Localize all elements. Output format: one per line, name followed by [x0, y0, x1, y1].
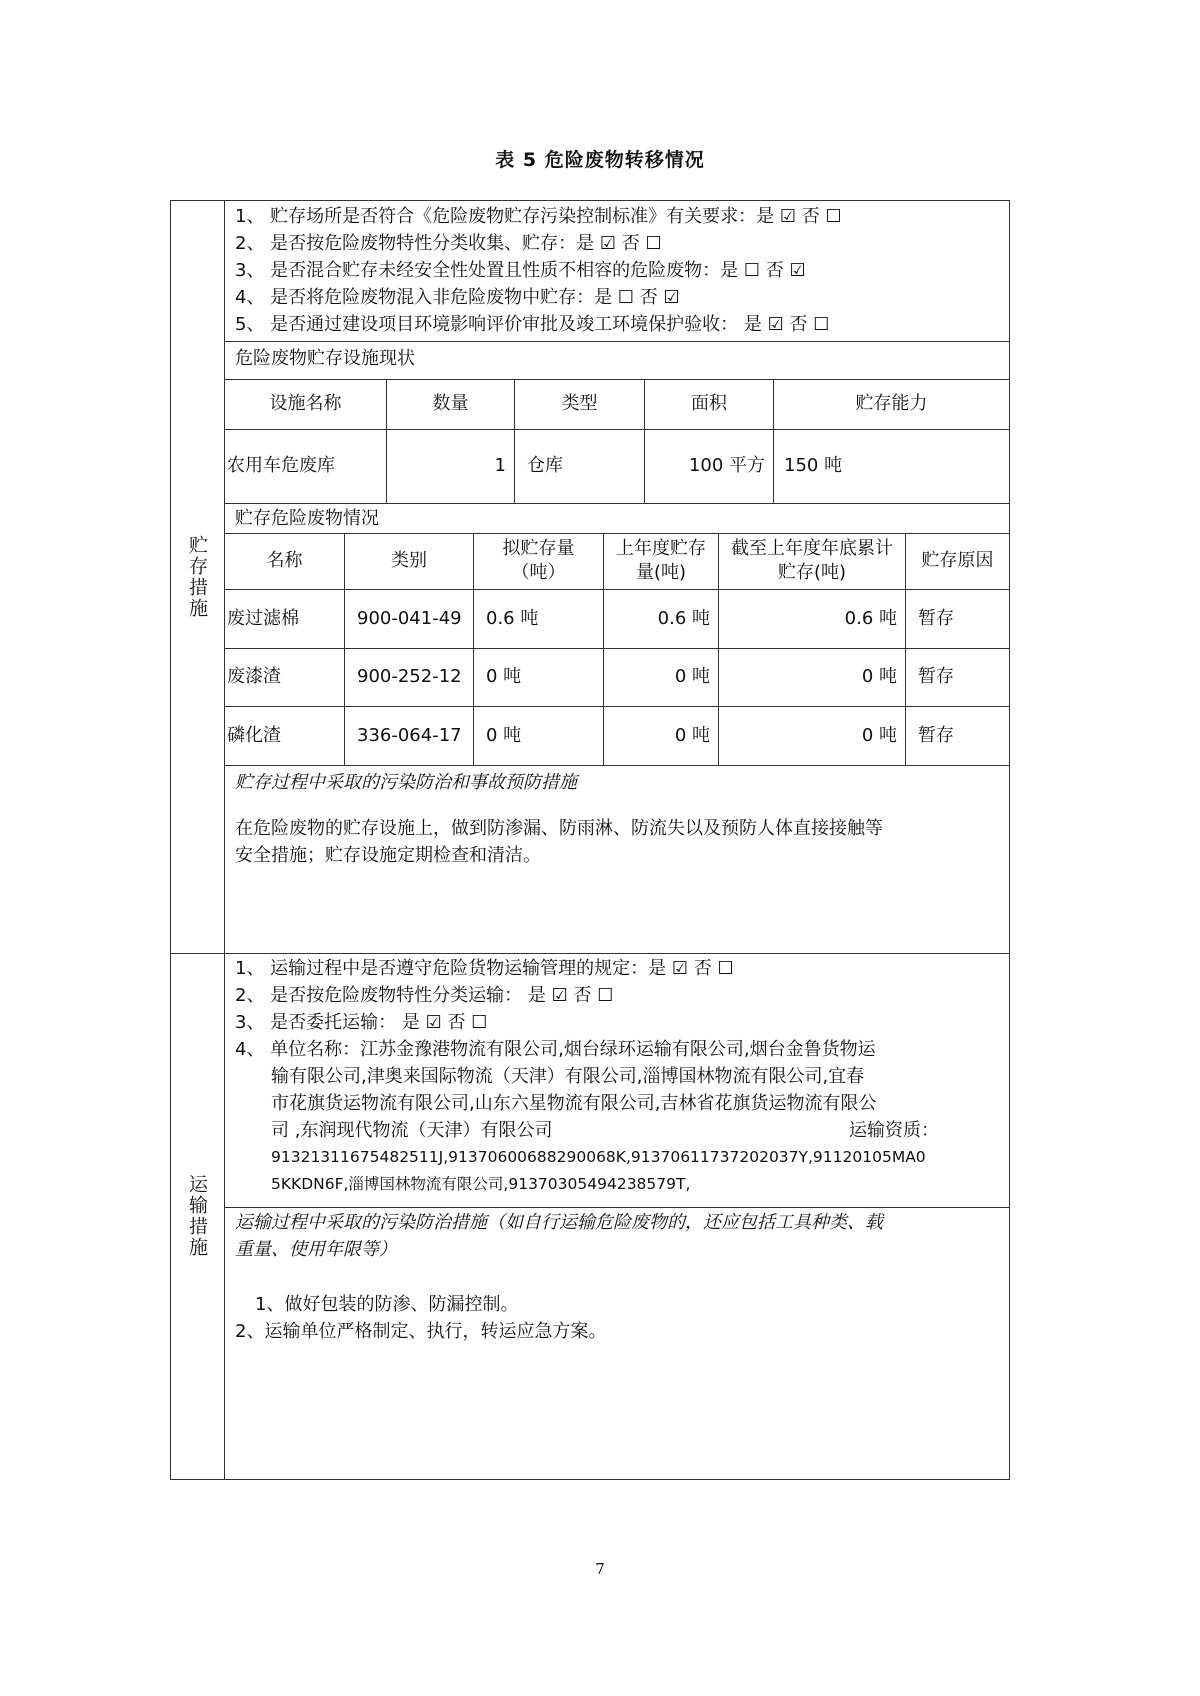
transport-unit-line: 4、 单位名称：江苏金豫港物流有限公司,烟台绿环运输有限公司,烟台金鲁货物运 — [235, 1039, 876, 1060]
storage-checklist — [235, 203, 842, 338]
waste-section-title: 贮存危险废物情况 — [235, 508, 379, 529]
transport-measures-title-line: 重量、使用年限等） — [235, 1239, 397, 1260]
facility-cell: 农用车危废库 — [225, 429, 387, 503]
waste-row — [225, 589, 1009, 648]
waste-cell: 暂存 — [918, 724, 954, 746]
transport-check-item: 2、 是否按危险废物特性分类运输： 是 ☑ 否 ☐ — [235, 985, 614, 1006]
waste-cell: 磷化渣 — [225, 706, 345, 765]
waste-cell: 0.6 吨 — [474, 589, 604, 648]
waste-cell: 336-064-17 — [345, 706, 474, 765]
qualification-line: 5KKDN6F,淄博国林物流有限公司,91370305494238579T, — [271, 1175, 691, 1193]
qualification-line: 91321311675482511J,91370600688290068K,91370611737202037Y,91120105MA0 — [271, 1148, 926, 1166]
waste-header-cell: 类别 — [345, 533, 474, 589]
transport-side-label: 运输措施 — [171, 953, 225, 1479]
transport-measures-line: 1、做好包装的防渗、防漏控制。 — [255, 1294, 519, 1315]
facility-section-title: 危险废物贮存设施现状 — [235, 348, 415, 369]
waste-header-row — [225, 533, 1009, 589]
page-title: 表 5 危险废物转移情况 — [495, 149, 705, 171]
transport-checklist — [235, 955, 999, 1198]
waste-cell: 900-041-49 — [345, 589, 474, 648]
transport-unit-line: 输有限公司,津奥来国际物流（天津）有限公司,淄博国林物流有限公司,宜春 — [271, 1066, 865, 1087]
waste-header-cell: 贮存原因 — [921, 550, 994, 571]
facility-header-cell: 设施名称 — [225, 379, 387, 429]
facility-header-cell: 数量 — [387, 379, 515, 429]
waste-row — [225, 706, 1009, 765]
facility-cell: 150 吨 — [784, 455, 843, 476]
waste-header-cell: 上年度贮存量(吨) — [604, 533, 719, 589]
waste-cell: 0.6 吨 — [604, 589, 719, 648]
storage-check-item: 4、 是否将危险废物混入非危险废物中贮存：是 ☐ 否 ☑ — [235, 287, 680, 308]
waste-row — [225, 648, 1009, 706]
storage-measures-title: 贮存过程中采取的污染防治和事故预防措施 — [235, 772, 577, 793]
waste-cell: 0 吨 — [719, 648, 906, 706]
storage-section — [225, 201, 1009, 953]
facility-cell: 1 — [387, 429, 515, 503]
waste-cell: 0 吨 — [474, 648, 604, 706]
waste-cell: 0 吨 — [474, 706, 604, 765]
facility-header-row — [225, 379, 1009, 429]
storage-check-item: 1、 贮存场所是否符合《危险废物贮存污染控制标准》有关要求：是 ☑ 否 ☐ — [235, 206, 842, 227]
waste-cell: 废漆渣 — [225, 648, 345, 706]
transport-section — [225, 953, 1009, 1479]
facility-header-cell: 面积 — [645, 379, 774, 429]
storage-measures-line: 安全措施；贮存设施定期检查和清洁。 — [235, 845, 541, 866]
facility-header-cell: 贮存能力 — [855, 393, 928, 414]
waste-cell: 0 吨 — [604, 648, 719, 706]
transport-check-item: 1、 运输过程中是否遵守危险货物运输管理的规定：是 ☑ 否 ☐ — [235, 958, 734, 979]
qualification-label: 运输资质： — [849, 1120, 939, 1141]
transport-measures-title-line: 运输过程中采取的污染防治措施（如自行运输危险废物的，还应包括工具种类、载 — [235, 1212, 883, 1233]
transport-measures-text — [235, 1291, 606, 1345]
transport-unit-line: 司 ,东润现代物流（天津）有限公司 运输资质： — [235, 1117, 999, 1144]
transport-check-item: 3、 是否委托运输： 是 ☑ 否 ☐ — [235, 1012, 488, 1033]
waste-header-cell: 截至上年度年底累计贮存(吨) — [719, 533, 906, 589]
waste-cell: 暂存 — [918, 666, 954, 687]
storage-check-item: 2、 是否按危险废物特性分类收集、贮存：是 ☑ 否 ☐ — [235, 233, 662, 254]
page-number: 7 — [595, 1560, 605, 1578]
waste-cell: 0 吨 — [719, 706, 906, 765]
facility-cell: 仓库 — [515, 429, 645, 503]
storage-check-item: 3、 是否混合贮存未经安全性处置且性质不相容的危险废物：是 ☐ 否 ☑ — [235, 260, 806, 281]
transport-measures-line: 2、运输单位严格制定、执行，转运应急方案。 — [235, 1321, 607, 1342]
transfer-table — [170, 200, 1010, 1480]
waste-header-cell: 拟贮存量（吨） — [474, 533, 604, 589]
transport-measures-title — [235, 1209, 883, 1263]
storage-measures-text — [235, 815, 883, 869]
storage-check-item: 5、 是否通过建设项目环境影响评价审批及竣工环境保护验收： 是 ☑ 否 ☐ — [235, 314, 830, 335]
facility-header-cell: 类型 — [515, 379, 645, 429]
waste-cell: 0 吨 — [604, 706, 719, 765]
facility-cell: 100 平方 — [645, 429, 774, 503]
storage-measures-line: 在危险废物的贮存设施上，做到防渗漏、防雨淋、防流失以及预防人体直接接触等 — [235, 818, 883, 839]
waste-cell: 0.6 吨 — [719, 589, 906, 648]
storage-side-label: 贮存措施 — [171, 201, 225, 953]
facility-data-row — [225, 429, 1009, 503]
waste-cell: 900-252-12 — [345, 648, 474, 706]
waste-cell: 废过滤棉 — [225, 589, 345, 648]
waste-header-cell: 名称 — [225, 533, 345, 589]
waste-cell: 暂存 — [918, 607, 954, 629]
transport-unit-line: 市花旗货运物流有限公司,山东六星物流有限公司,吉林省花旗货运物流有限公 — [271, 1093, 877, 1114]
